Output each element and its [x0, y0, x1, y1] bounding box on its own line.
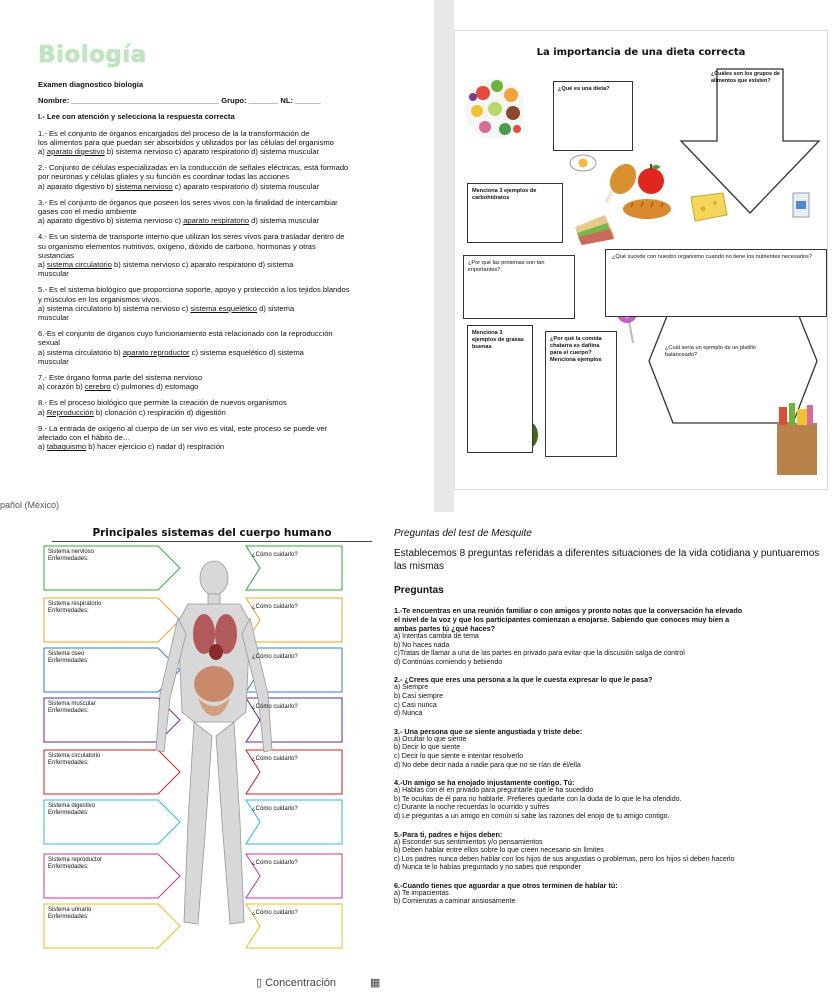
- care-question: ¿Cómo cuidarlo?: [252, 910, 298, 916]
- mesquite-option: c)Tratas de llamar a una de las partes en privado para evitar que la discusión salga de control: [394, 650, 685, 658]
- option-text: a): [38, 442, 47, 452]
- correct-answer: tabaquismo: [46, 442, 87, 452]
- mesquite-option: a) Siempre: [394, 684, 429, 692]
- body-systems-worksheet: [38, 522, 386, 970]
- system-name: Sistema muscular: [48, 701, 96, 707]
- correct-answer: aparato digestivo: [46, 147, 105, 157]
- mesquite-option: d) Continúas comiendo y bebiendo: [394, 658, 503, 666]
- system-diseases: Enfermedades:: [48, 760, 89, 766]
- body-title: Principales sistemas del cuerpo humano: [92, 527, 332, 539]
- focus-mode-button[interactable]: ▯ Concentración: [256, 977, 337, 989]
- exam-title: Biología: [38, 42, 147, 68]
- care-question: ¿Cómo cuidarlo?: [252, 756, 298, 762]
- mesquite-option: d) No debe decir nada a nadie para que no se rían de él/ella: [394, 761, 581, 769]
- system-diseases: Enfermedades:: [48, 914, 89, 920]
- answer-options: [38, 304, 398, 313]
- mesquite-question: el nivel de la voz y que los participantes comienzan a enojarse. Sabiendo que conoces muy bien a: [394, 615, 730, 624]
- box-grasas: Menciona 3 ejemplos de grasas buenas: [467, 325, 533, 453]
- box-platillo: ¿Cuál sería un ejemplo de un platillo balanceado?: [665, 345, 756, 358]
- mesquite-option: b) Decir lo que siente: [394, 744, 461, 752]
- question-text: 1.- Es el conjunto de órganos encargados del proceso de la la transformación de: [38, 128, 310, 138]
- question-text: los alimentos para que puedan ser absorbidos y utilizados por las células del organismo: [38, 137, 334, 147]
- answer-options: [38, 182, 398, 191]
- biology-exam-page: [0, 0, 434, 510]
- correct-answer: sistema esquelético: [190, 303, 258, 313]
- care-label: [246, 904, 350, 938]
- mesquite-option: d) Le preguntas a un amigo en común si sabe las razones del enojo de tu amigo contigo.: [394, 812, 670, 820]
- option-tail: muscular: [38, 356, 69, 366]
- answer-options: [38, 348, 398, 357]
- correct-answer: aparato reproductor: [122, 347, 190, 357]
- mesquite-option: b) Comienzas a caminar ansiosamente: [394, 898, 516, 906]
- cheese-icon: [691, 193, 727, 221]
- question-text: 5.- Es el sistema biológico que proporciona soporte, apoyo y protección a los tejidos blandos: [38, 285, 350, 295]
- option-text: a) aparato digestivo b) sistema nervioso c): [38, 216, 184, 226]
- system-name: Sistema urinario: [48, 907, 92, 913]
- system-name: Sistema digestivo: [48, 803, 96, 809]
- box-proteinas: ¿Por qué las proteínas son tan importantes?: [463, 255, 575, 319]
- focus-icon: ▯: [256, 977, 266, 989]
- care-question: ¿Cómo cuidarlo?: [252, 806, 298, 812]
- mesquite-option: b) Deben hablar entre ellos sobre lo que creen necesario sin límites: [394, 847, 604, 855]
- mesquite-option: c) Los padres nunca deben hablar con los hijos de sus angustias o problemas, pero los hijos sí deben hacerlo: [394, 855, 735, 863]
- box-chatarra: ¿Por qué la comida chatarra es dañina para el cuerpo? Menciona ejemplos: [545, 331, 617, 457]
- answer-options: [38, 382, 398, 391]
- option-text: c) aparato respiratorio d) sistema muscular: [172, 181, 320, 191]
- box-carbohidratos: Menciona 3 ejemplos de carbohidratos: [467, 183, 563, 243]
- diet-title: La importancia de una dieta correcta: [536, 47, 746, 58]
- question-text: afectado con el hábito de…: [38, 433, 131, 443]
- system-name: Sistema respiratorio: [48, 601, 102, 607]
- correct-answer: aparato respiratorio: [183, 216, 250, 226]
- mesquite-option: b) Casi siempre: [394, 692, 444, 700]
- option-text: c) sistema esquelético d) sistema: [189, 347, 304, 357]
- system-diseases: Enfermedades:: [48, 608, 89, 614]
- mesquite-option: c) Casi nunca: [394, 701, 437, 709]
- option-text: d) sistema: [257, 303, 295, 313]
- system-label: [44, 904, 182, 940]
- system-label: [44, 546, 182, 582]
- option-tail: muscular: [38, 313, 69, 323]
- diet-worksheet: [454, 30, 828, 490]
- mesquite-option: a) Intentas cambia de tema: [394, 633, 479, 640]
- option-text: b) clonación c) respiración d) digestión: [93, 407, 226, 417]
- language-status[interactable]: pañol (México): [0, 500, 60, 510]
- exam-instruction: I.- Lee con atención y selecciona la respuesta correcta: [38, 112, 235, 122]
- exam-subtitle: Examen diagnostico biología: [38, 80, 144, 89]
- mesquite-question: 6.-Cuando tienes que aguardar a que otros terminen de hablar tú:: [394, 880, 618, 890]
- care-label: [246, 598, 350, 632]
- correct-answer: Reproducción: [46, 407, 94, 417]
- grocery-bag-icon: [777, 403, 817, 475]
- option-text: a) corazón b): [38, 382, 85, 392]
- option-text: a) sistema circulatorio b) sistema nervioso c): [38, 303, 191, 313]
- mesquite-test-page: [394, 528, 830, 974]
- care-label: [246, 648, 350, 682]
- exam-form-line: Nombre: ___________________________________ Grupo: _______ NL: ______: [38, 96, 321, 106]
- option-text: a) sistema circulatorio b): [38, 347, 123, 357]
- care-question: ¿Cómo cuidarlo?: [252, 704, 298, 710]
- option-text: b) sistema nervioso c) aparato respiratorio d) sistema muscular: [104, 147, 320, 157]
- box-que-es-dieta: ¿Qué es una dieta?: [553, 81, 633, 151]
- option-text: b) hacer ejercicio c) nadar d) respiración: [86, 442, 225, 452]
- correct-answer: sistema nervioso: [115, 181, 173, 191]
- box-grupos: ¿Cuáles son los grupos de alimentos que existen?: [711, 71, 780, 84]
- system-label: [44, 648, 182, 684]
- mesquite-option: b) Te ocultas de él para no hablarle. Prefieres quedarte con la duda de lo que le ha ofendido.: [394, 795, 682, 803]
- exam-question-list: [38, 129, 398, 459]
- care-question: ¿Cómo cuidarlo?: [252, 552, 298, 558]
- question-text: 4.- Es un sistema de transporte interno que utilizan los seres vivos para trasladar dentro de: [38, 232, 345, 242]
- care-question: ¿Cómo cuidarlo?: [252, 604, 298, 610]
- body-graphics: [38, 522, 386, 970]
- correct-answer: sistema circulatorio: [46, 260, 112, 270]
- sandwich-icon: [575, 215, 615, 245]
- option-text: a): [38, 147, 47, 157]
- system-diseases: Enfermedades:: [48, 864, 89, 870]
- mesquite-question: 5.-Para ti, padres e hijos deben:: [394, 829, 503, 839]
- mesquite-option: a) Hablas con él en privado para preguntarle qué le ha sucedido: [394, 787, 594, 795]
- mesquite-question: ambas partes tú ¿qué haces?: [394, 624, 496, 633]
- option-text: d) sistema muscular: [249, 216, 320, 226]
- arrow-shape: [681, 69, 819, 213]
- mesquite-section: Preguntas: [394, 585, 444, 596]
- question-text: su organismo elementos nutritivos, oxígeno, dióxido de carbono, hormonas y otras: [38, 241, 316, 251]
- system-name: Sistema nervioso: [48, 549, 95, 555]
- question-text: 7.- Este órgano forma parte del sistema nervioso: [38, 373, 203, 383]
- system-name: Sistema óseo: [48, 651, 85, 657]
- system-label: [44, 854, 182, 890]
- mesquite-option: d) Nunca: [394, 710, 423, 718]
- option-text: a) aparato digestivo b): [38, 181, 116, 191]
- mesquite-option: b) No haces nada: [394, 641, 450, 649]
- care-question: ¿Cómo cuidarlo?: [252, 654, 298, 660]
- question-text: sustancias: [38, 250, 74, 260]
- drumstick-icon: [604, 159, 641, 203]
- system-label: [44, 800, 182, 836]
- question-text: 8.- Es el proceso biológico que permite la creación de nuevos organismos: [38, 398, 287, 408]
- option-text: a): [38, 260, 47, 270]
- option-text: b) sistema nervioso c) aparato respiratorio d) sistema: [111, 260, 294, 270]
- mesquite-question-list: [394, 606, 830, 915]
- option-text: a): [38, 407, 47, 417]
- biology-exam-body: [38, 42, 398, 459]
- system-name: Sistema reproductor: [48, 857, 103, 863]
- correct-answer: cerebro: [84, 382, 111, 392]
- care-label: [246, 800, 350, 834]
- system-diseases: Enfermedades:: [48, 556, 89, 562]
- question-text: 3.- Es el conjunto de órganos que poseen los seres vivos con la finalidad de intercambiar: [38, 197, 338, 207]
- mesquite-question: 4.-Un amigo se ha enojado injustamente contigo. Tú:: [394, 778, 575, 788]
- answer-options: [38, 260, 398, 269]
- question-text: 9.- La entrada de oxígeno al cuerpo de un ser vivo es vital, este proceso se puede ver: [38, 423, 328, 433]
- system-diseases: Enfermedades:: [48, 658, 89, 664]
- answer-options: [38, 216, 398, 225]
- question-text: sexual: [38, 338, 60, 348]
- system-diseases: Enfermedades:: [48, 810, 89, 816]
- system-label: [44, 698, 182, 734]
- care-label: [246, 546, 350, 580]
- mesquite-option: a) Ocultar lo que siente: [394, 735, 467, 743]
- question-text: por neuronas y células gliales y su función es coordinar todas las acciones: [38, 172, 290, 182]
- answer-options: [38, 147, 398, 156]
- mesquite-question: 1.-Te encuentras en una reunión familiar o con amigos y pronto notas que la conversación ha elevado: [394, 606, 743, 615]
- option-tail: muscular: [38, 269, 69, 279]
- care-label: [246, 854, 350, 888]
- egg-icon: [570, 155, 596, 171]
- mesquite-heading: Preguntas del test de Mesquite: [394, 528, 532, 539]
- food-wheel-icon: [465, 79, 525, 139]
- system-diseases: Enfermedades:: [48, 708, 89, 714]
- care-label: [246, 698, 350, 732]
- mesquite-option: a) Esconder sus sentimientos y/o pensamientos: [394, 838, 543, 846]
- mesquite-option: d) Nunca te lo habías preguntado y no sabes qué responder: [394, 864, 581, 872]
- bread-icon: [623, 199, 671, 219]
- mesquite-intro: Establecemos 8 preguntas referidas a diferentes situaciones de la vida cotidiana y puntuaremos las mismas: [394, 548, 820, 572]
- question-text: gases con el medio ambiente: [38, 207, 137, 217]
- question-text: y músculos en los organismos vivos.: [38, 294, 162, 304]
- question-text: 2.- Conjunto de células especializadas en la conducción de señales eléctricas, está formado: [38, 163, 349, 173]
- mesquite-option: c) Durante la noche recuerdas lo ocurrido y sufres: [394, 804, 550, 812]
- question-text: 6.-Es el conjunto de órganos cuyo funcionamiento está relacionado con la reproducción: [38, 329, 333, 339]
- system-name: Sistema circulatorio: [48, 753, 101, 759]
- mesquite-option: a) Te impacientas: [394, 889, 449, 897]
- mesquite-question: 2.- ¿Crees que eres una persona a la que le cuesta expresar lo que le pasa?: [394, 675, 653, 685]
- system-label: [44, 750, 182, 786]
- divider: [434, 0, 454, 512]
- answer-options: [38, 408, 398, 417]
- layout-icon[interactable]: ▦: [370, 977, 381, 989]
- box-sucede: ¿Qué sucede con nuestro organismo cuando no tiene los nutrientes necesarios?: [605, 249, 827, 317]
- system-label: [44, 598, 182, 634]
- mesquite-question: 3.- Una persona que se siente angustiada y triste debe:: [394, 726, 583, 736]
- mesquite-option: c) Decir lo que siente e intentar resolverlo: [394, 752, 524, 760]
- milk-icon: [793, 193, 809, 217]
- apple-icon: [638, 164, 664, 194]
- care-label: [246, 750, 350, 784]
- option-text: c) pulmones d) estomago: [110, 382, 199, 392]
- answer-options: [38, 442, 398, 451]
- care-question: ¿Cómo cuidarlo?: [252, 860, 298, 866]
